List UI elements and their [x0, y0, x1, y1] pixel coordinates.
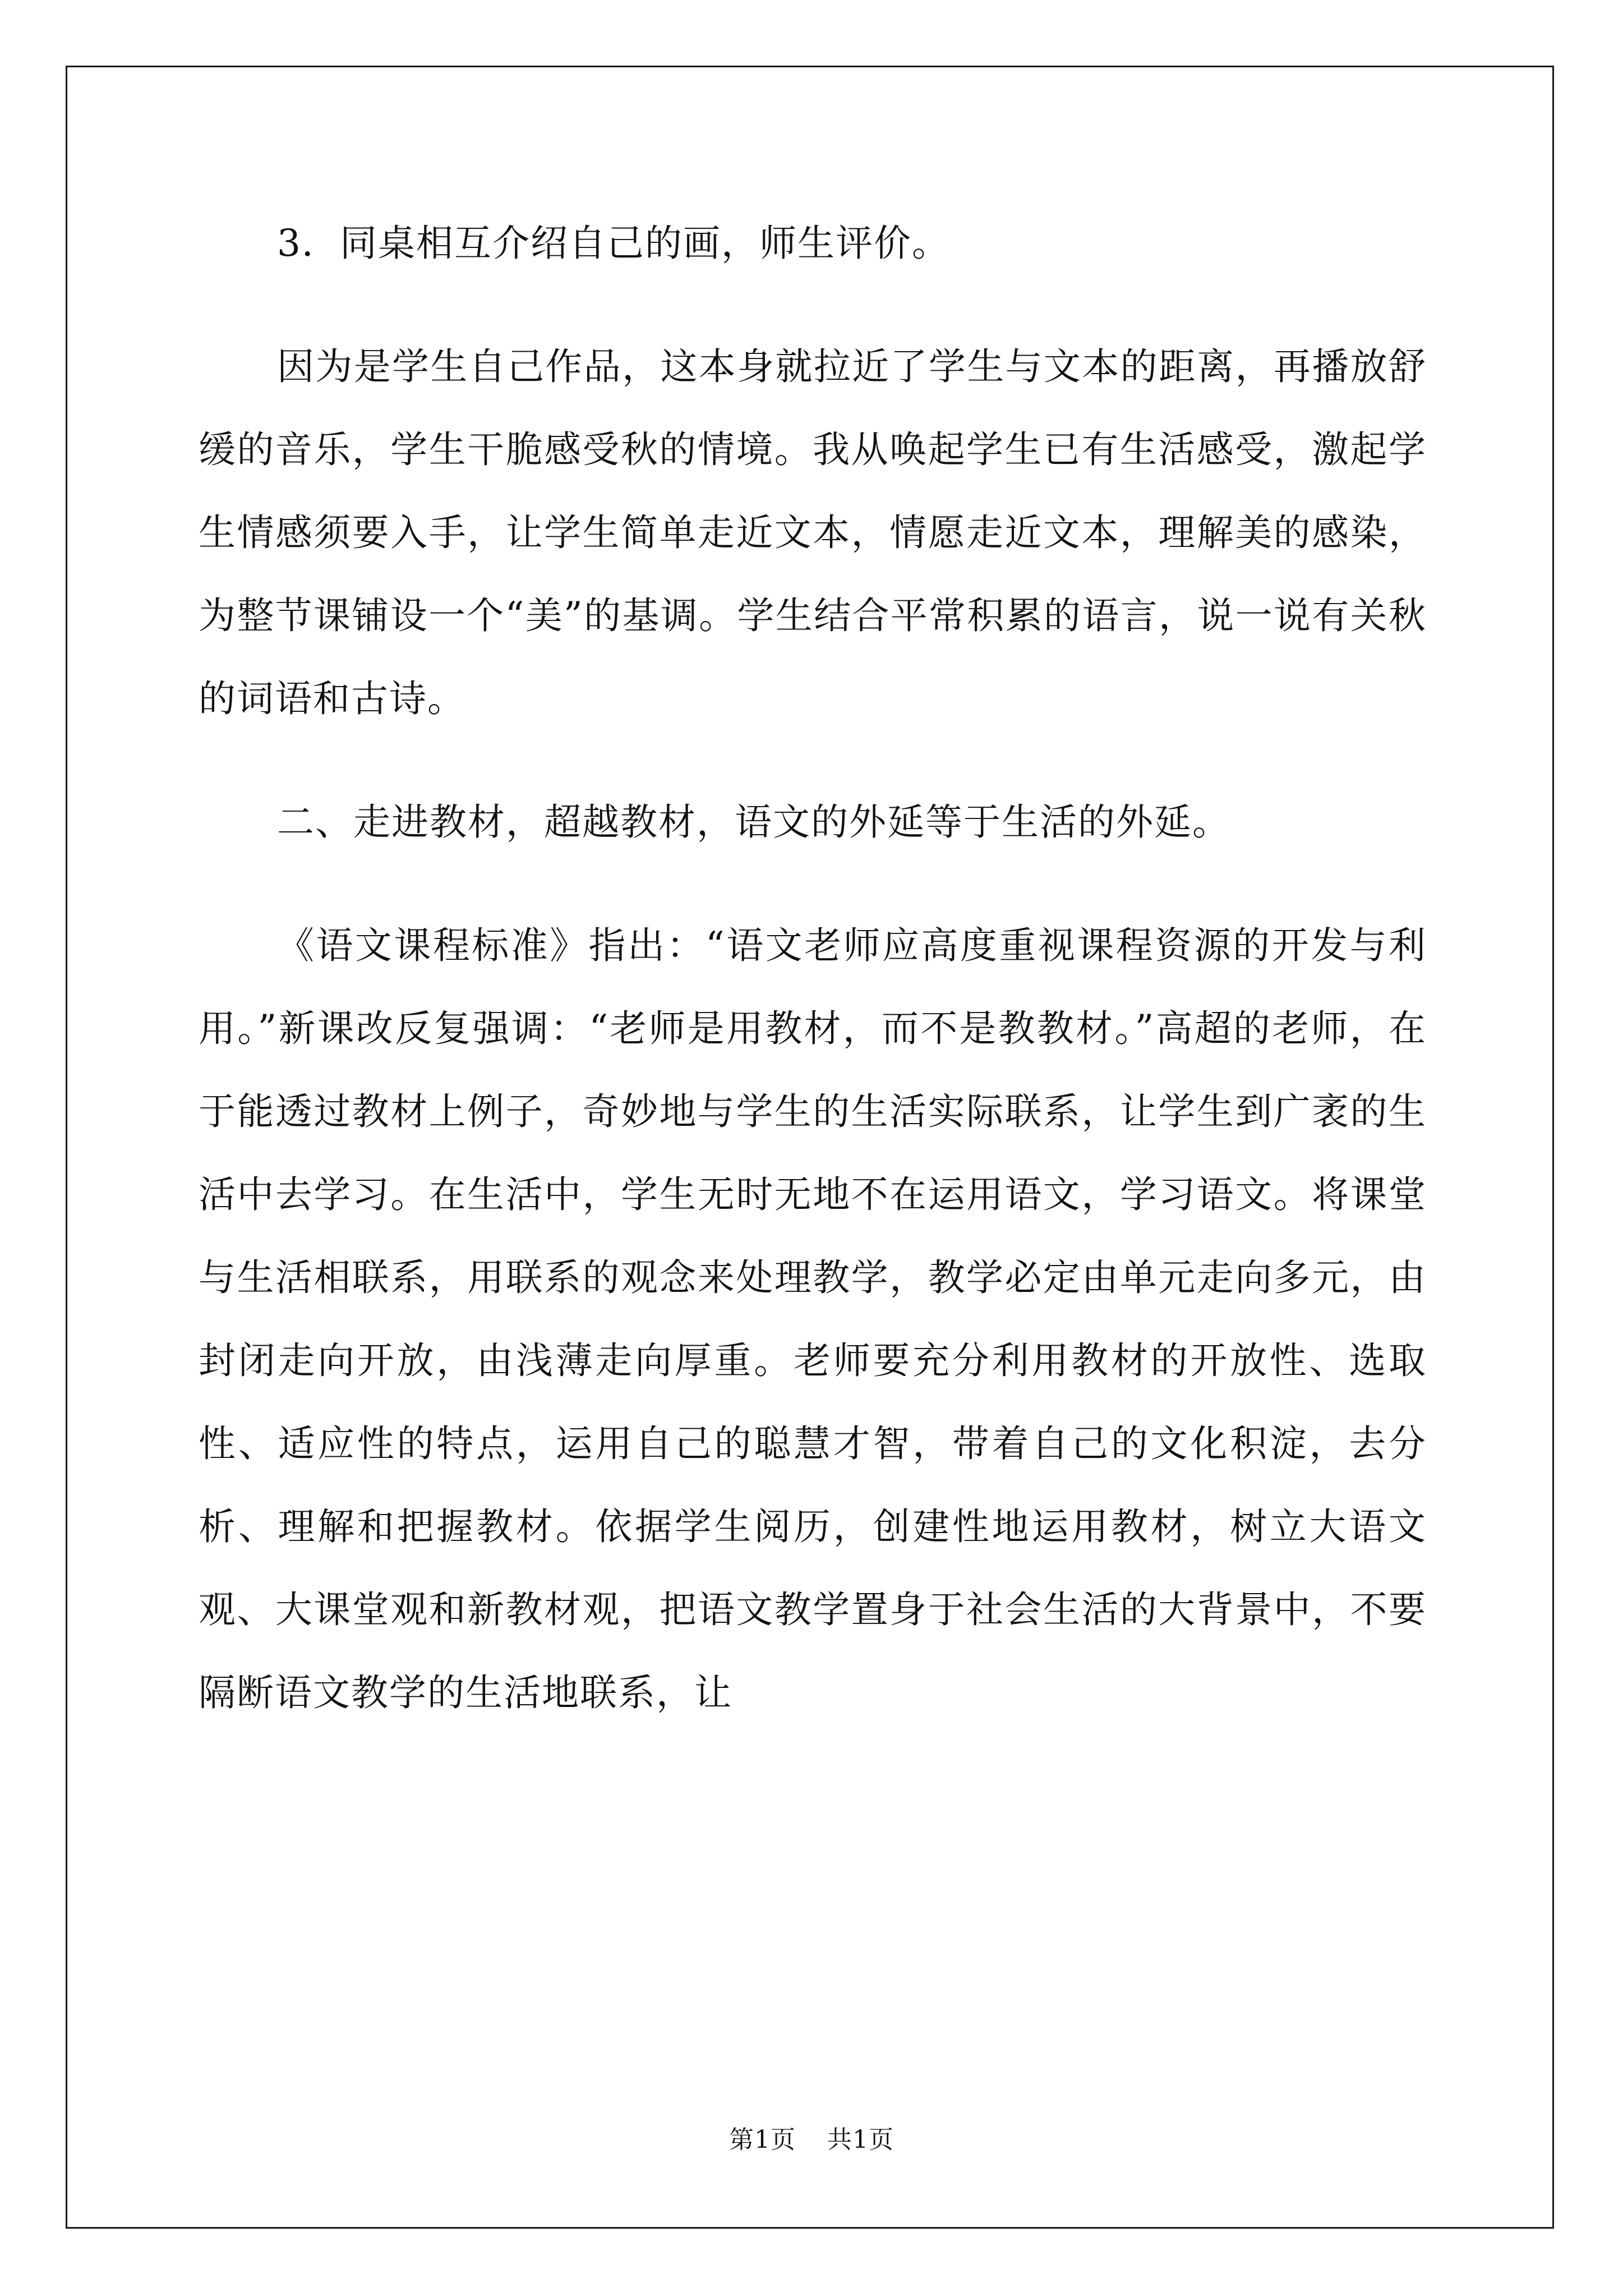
document-body: [199, 202, 1427, 1775]
page-footer: [0, 2119, 1623, 2155]
paragraph-student-works: 因为是学生自己作品，这本身就拉近了学生与文本的距离，再播放舒缓的音乐，学生干脆感受秋的情境。我从唤起学生已有生活感受，激起学生情感须要入手，让学生简单走近文本，情愿走近文本，理解美的感染，为整节课铺设一个“美”的基调。学生结合平常积累的语言，说一说有关秋的词语和古诗。: [199, 345, 1427, 720]
paragraph-peer-intro: 3．同桌相互介绍自己的画，师生评价。: [277, 222, 950, 265]
paragraph-curriculum-standard: 《语文课程标准》指出：“语文老师应高度重视课程资源的开发与利用。”新课改反复强调：“老师是用教材，而不是教教材。”高超的老师，在于能透过教材上例子，奇妙地与学生的生活实际联系，让学生到广袤的生活中去学习。在生活中，学生无时无地不在运用语文，学习语文。将课堂与生活相联系，用联系的观念来处理教学，教学必定由单元走向多元，由封闭走向开放，由浅薄走向厚重。老师要充分利用教材的开放性、选取性、适应性的特点，运用自己的聪慧才智，带着自己的文化积淀，去分析、理解和把握教材。依据学生阅历，创建性地运用教材，树立大语文观、大课堂观和新教材观，把语文教学置身于社会生活的大背景中，不要隔断语文教学的生活地联系，让: [199, 924, 1427, 1714]
paragraph-section-heading: 二、走进教材，超越教材，语文的外延等于生活的外延。: [277, 800, 1230, 844]
page-total: 共1页: [827, 2125, 894, 2154]
page-number: 第1页: [729, 2125, 796, 2154]
